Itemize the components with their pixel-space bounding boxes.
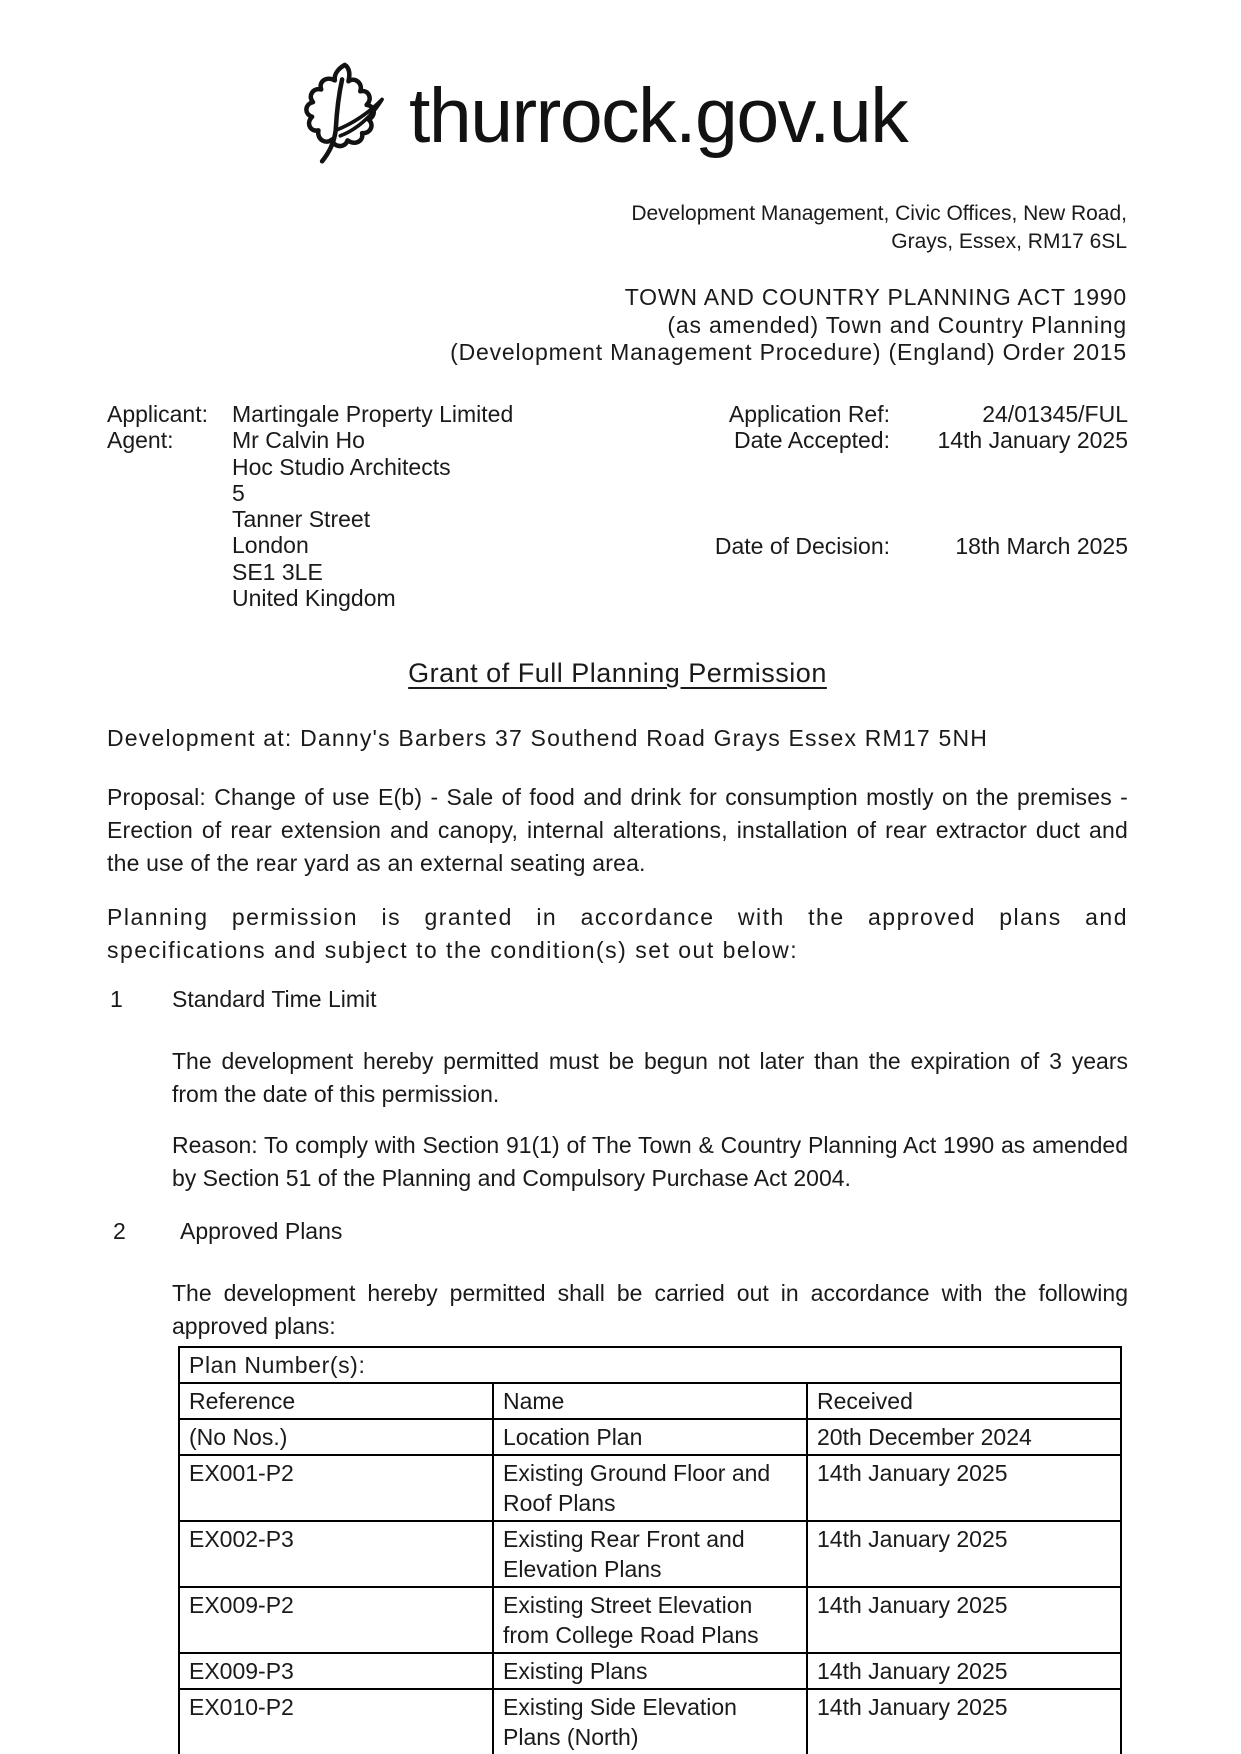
agent-address-line: Hoc Studio Architects: [232, 453, 451, 480]
approved-plans-table: [178, 1346, 1122, 1754]
agent-label: Agent:: [107, 427, 174, 454]
party-labels: [107, 401, 208, 454]
agent-address-line: United Kingdom: [232, 585, 396, 612]
plan-received: 14th January 2025: [807, 1521, 1121, 1587]
spacer: [560, 454, 890, 533]
table-row: [179, 1689, 1121, 1754]
act-title-line: (Development Management Procedure) (England) Order 2015: [450, 339, 1127, 365]
applicant-label: Applicant:: [107, 401, 209, 427]
plan-received: 14th January 2025: [807, 1587, 1121, 1653]
table-caption: Plan Number(s):: [179, 1347, 1121, 1383]
agent-address-line: Tanner Street: [232, 506, 371, 533]
act-title: [450, 284, 1127, 367]
office-address: [631, 200, 1127, 256]
plan-reference: EX010-P2: [179, 1689, 493, 1754]
column-header-name: Name: [493, 1383, 807, 1419]
plan-name: Existing Ground Floor and Roof Plans: [493, 1455, 807, 1521]
plan-name: Existing Side Elevation Plans (North): [493, 1689, 807, 1754]
plan-reference: (No Nos.): [179, 1419, 493, 1455]
proposal-paragraph: Proposal: Change of use E(b) - Sale of food and drink for consumption mostly on the premises - Erection of rear extension and canopy, internal alterations, installation of rear extractor duct and the use of the rear yard as an external seating area.: [107, 784, 1128, 876]
condition-title: Approved Plans: [180, 1218, 343, 1244]
council-logo: [293, 58, 907, 175]
plan-name: Existing Rear Front and Elevation Plans: [493, 1521, 807, 1587]
plan-reference: EX009-P2: [179, 1587, 493, 1653]
date-accepted-value: 14th January 2025: [937, 427, 1128, 454]
agent-address-line: London: [232, 532, 309, 559]
table-row: [179, 1419, 1121, 1455]
table-row: [179, 1521, 1121, 1587]
table-header-row: [179, 1383, 1121, 1419]
oak-leaf-icon: [293, 58, 393, 175]
plan-received: 20th December 2024: [807, 1419, 1121, 1455]
column-header-reference: Reference: [179, 1383, 493, 1419]
date-of-decision-value: 18th March 2025: [955, 532, 1128, 559]
office-address-line: Development Management, Civic Offices, New Road,: [631, 202, 1127, 225]
applicant-name: Martingale Property Limited: [232, 401, 514, 427]
condition-paragraph: The development hereby permitted must be begun not later than the expiration of 3 years from the date of this permission.: [172, 1048, 1128, 1107]
decision-heading-text: Grant of Full Planning Permission: [408, 658, 827, 688]
column-header-received: Received: [807, 1383, 1121, 1419]
act-title-line: TOWN AND COUNTRY PLANNING ACT 1990: [624, 284, 1127, 310]
party-values: [232, 401, 513, 611]
plan-reference: EX001-P2: [179, 1455, 493, 1521]
plan-name: Location Plan: [493, 1419, 807, 1455]
application-values: [937, 401, 1128, 559]
table-row: [179, 1587, 1121, 1653]
decision-heading: [107, 658, 1128, 689]
condition-reason: Reason: To comply with Section 91(1) of The Town & Country Planning Act 1990 as amended by Section 51 of the Planning and Compulsory Purchase Act 2004.: [172, 1132, 1128, 1191]
spacer: [937, 454, 1128, 533]
development-at: Development at: Danny's Barbers 37 Southend Road Grays Essex RM17 5NH: [107, 725, 989, 751]
table-row: [179, 1455, 1121, 1521]
plan-reference: EX009-P3: [179, 1653, 493, 1689]
application-labels: [560, 401, 890, 559]
grant-statement: Planning permission is granted in accordance with the approved plans and specifications and subject to the condition(s) set out below:: [107, 904, 1128, 963]
date-accepted-label: Date Accepted:: [734, 427, 890, 454]
table-row: [179, 1653, 1121, 1689]
application-ref-value: 24/01345/FUL: [982, 401, 1128, 427]
table-caption-row: [179, 1347, 1121, 1383]
office-address-line: Grays, Essex, RM17 6SL: [891, 230, 1127, 253]
agent-address-line: Mr Calvin Ho: [232, 427, 365, 454]
application-ref-label: Application Ref:: [728, 401, 890, 427]
condition-paragraph: The development hereby permitted shall be carried out in accordance with the following approved plans:: [172, 1280, 1128, 1339]
agent-address-line: 5: [232, 479, 245, 506]
plan-name: Existing Plans: [493, 1653, 807, 1689]
act-title-line: (as amended) Town and Country Planning: [667, 311, 1127, 338]
plan-received: 14th January 2025: [807, 1653, 1121, 1689]
plan-received: 14th January 2025: [807, 1455, 1121, 1521]
plan-name: Existing Street Elevation from College Road Plans: [493, 1587, 807, 1653]
date-of-decision-label: Date of Decision:: [714, 532, 890, 559]
condition-number: 1: [110, 986, 123, 1012]
plan-reference: EX002-P3: [179, 1521, 493, 1587]
logo-text: thurrock.gov.uk: [409, 73, 908, 159]
agent-address-line: SE1 3LE: [232, 558, 323, 585]
plan-received: 14th January 2025: [807, 1689, 1121, 1754]
condition-title: Standard Time Limit: [172, 986, 377, 1012]
condition-number: 2: [113, 1218, 126, 1244]
